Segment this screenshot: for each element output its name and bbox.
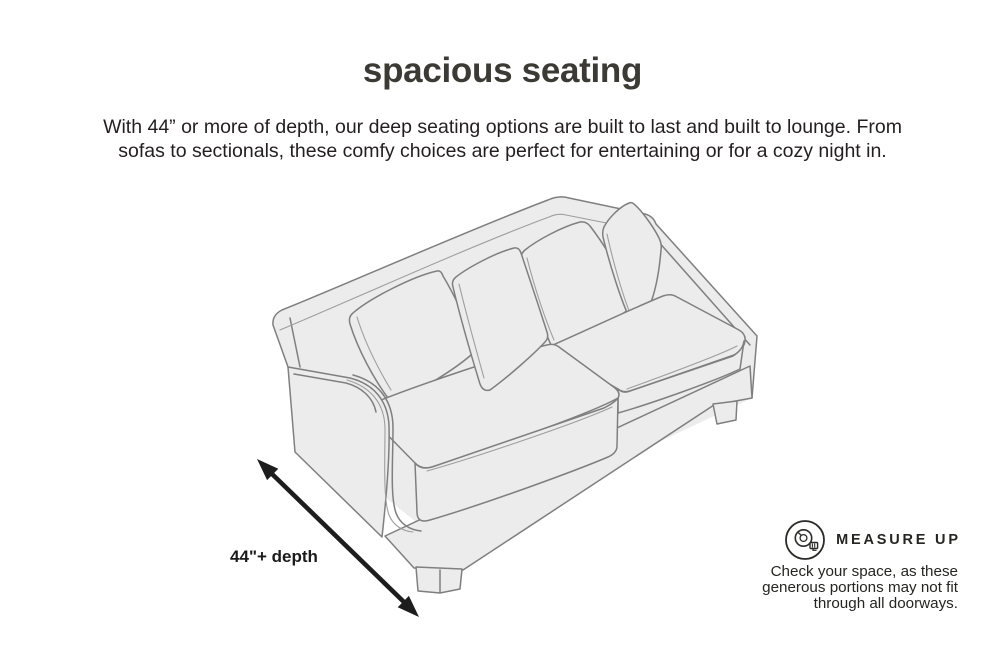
intro-text: [0, 116, 1005, 163]
measure-up-header: [708, 518, 961, 562]
intro-line-1: With 44” or more of depth, our deep seating options are built to last and built to lounge. From: [103, 116, 902, 138]
measure-up-heading: MEASURE UP: [836, 532, 961, 548]
depth-arrow-shaft: [270, 472, 406, 604]
intro-line-2: sofas to sectionals, these comfy choices are perfect for entertaining or for a cozy night in.: [118, 139, 887, 162]
tape-measure-icon: [783, 518, 827, 562]
measure-up-note: [708, 564, 958, 612]
page-title: spacious seating: [362, 51, 643, 90]
sofa-foot-right: [713, 401, 737, 424]
depth-dimension-label: 44"+ depth: [230, 547, 318, 566]
note-line-1: Check your space, as these: [770, 563, 958, 580]
measure-up-section: [708, 518, 961, 612]
note-line-3: through all doorways.: [813, 595, 958, 612]
depth-arrow: [240, 445, 435, 635]
note-line-2: generous portions may not fit: [762, 579, 958, 596]
